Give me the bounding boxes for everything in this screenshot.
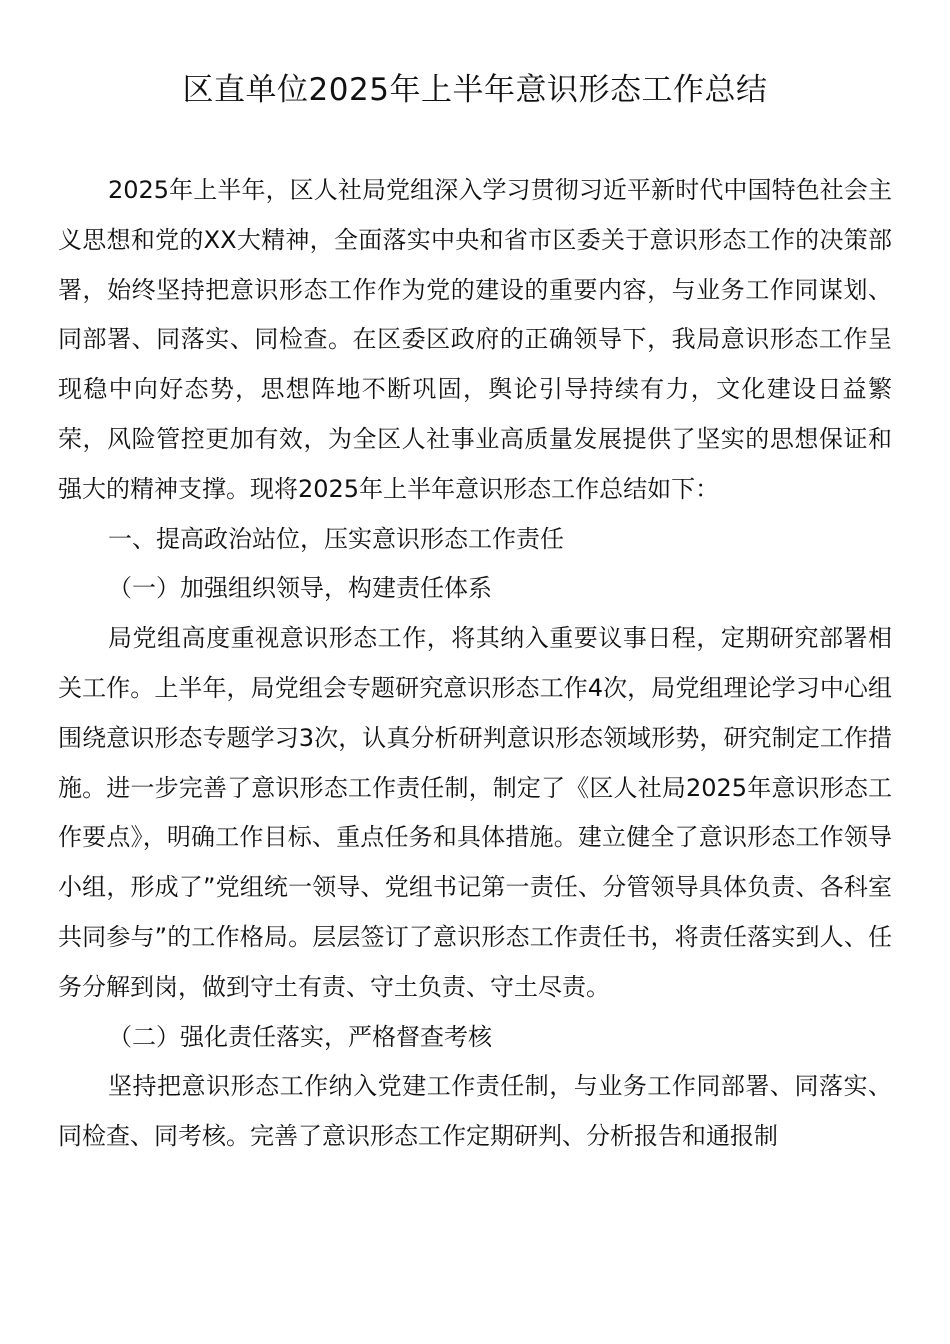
subsection-2-heading: （二）强化责任落实，严格督查考核 <box>108 1022 492 1051</box>
document-title: 区直单位2025年上半年意识形态工作总结 <box>182 72 768 108</box>
subsection-2-paragraph: 坚持把意识形态工作纳入党建工作责任制，与业务工作同部署、同落实、同检查、同考核。完善了意识形态工作定期研判、分析报告和通报制 <box>58 1072 892 1151</box>
subsection-1-paragraph: 局党组高度重视意识形态工作，将其纳入重要议事日程，定期研究部署相关工作。上半年，局党组会专题研究意识形态工作4次，局党组理论学习中心组围绕意识形态专题学习3次，认真分析研判意识形态领域形势，研究制定工作措施。进一步完善了意识形态工作责任制，制定了《区人社局2025年意识形态工作要点》，明确工作目标、重点任务和具体措施。建立健全了意识形态工作领导小组，形成了”党组统一领导、党组书记第一责任、分管领导具体负责、各科室共同参与”的工作格局。层层签订了意识形态工作责任书，将责任落实到人、任务分解到岗，做到守土有责、守土负责、守土尽责。 <box>58 624 892 1001</box>
subsection-1-heading: （一）加强组织领导，构建责任体系 <box>108 574 492 603</box>
document-body <box>58 166 892 1162</box>
section-1-heading: 一、提高政治站位，压实意识形态工作责任 <box>108 524 564 553</box>
intro-paragraph: 2025年上半年，区人社局党组深入学习贯彻习近平新时代中国特色社会主义思想和党的XX大精神，全面落实中央和省市区委关于意识形态工作的决策部署，始终坚持把意识形态工作作为党的建设的重要内容，与业务工作同谋划、同部署、同落实、同检查。在区委区政府的正确领导下，我局意识形态工作呈现稳中向好态势，思想阵地不断巩固，舆论引导持续有力，文化建设日益繁荣，风险管控更加有效，为全区人社事业高质量发展提供了坚实的思想保证和强大的精神支撑。现将2025年上半年意识形态工作总结如下： <box>58 176 892 503</box>
